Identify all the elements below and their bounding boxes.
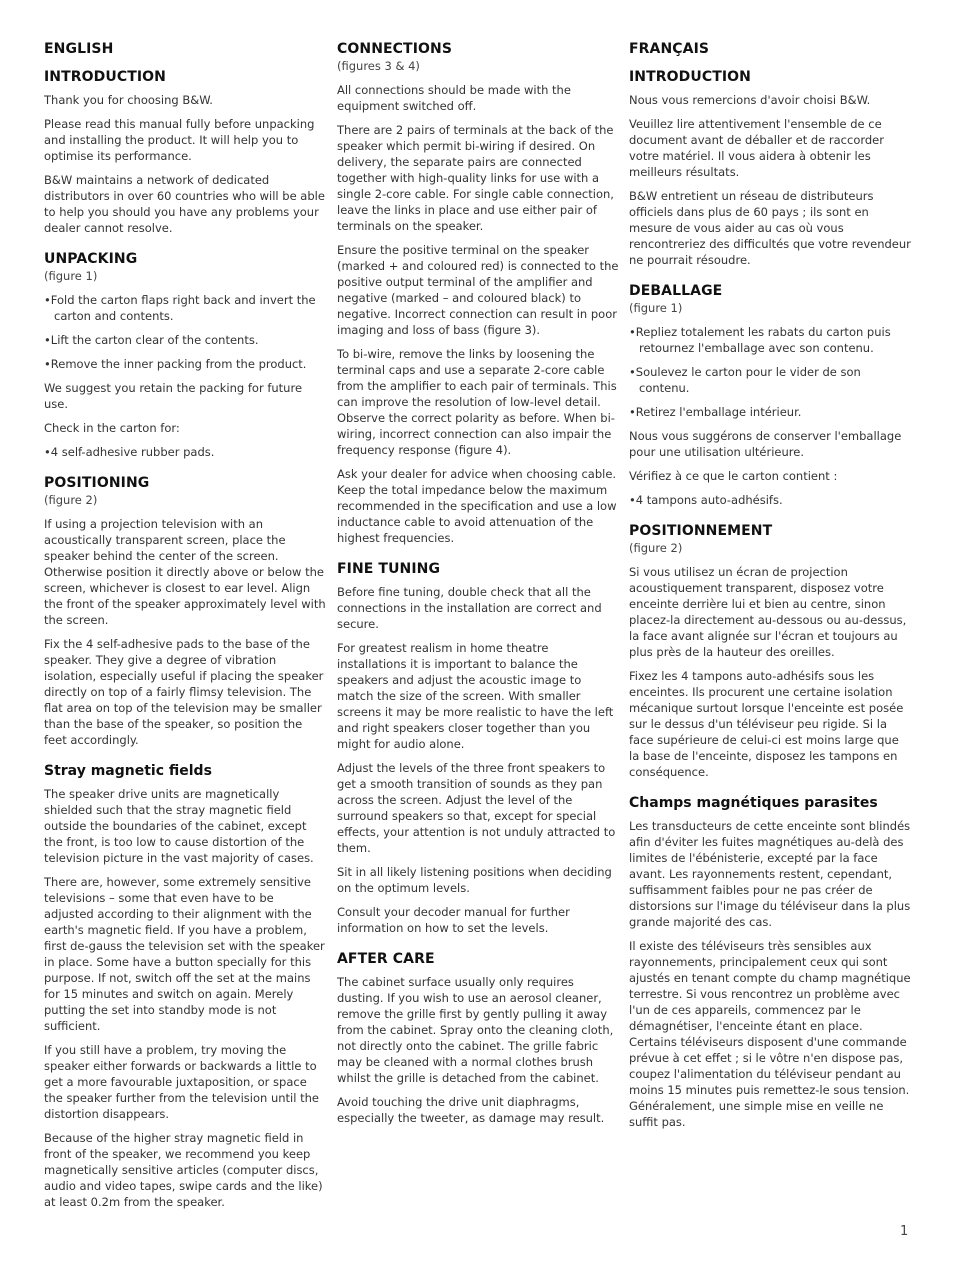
english-language-heading: ENGLISH xyxy=(44,41,114,57)
stray-paragraph-4: Because of the higher stray magnetic field in front of the speaker, we recommend you keep magnetically sensitive articles (computer discs, audio and video tapes, swipe cards and the like) at least 0.2m from the speaker. xyxy=(44,1131,323,1209)
deballage-paragraph-2: Vérifiez à ce que le carton contient : xyxy=(629,469,838,483)
english-introduction-heading: INTRODUCTION xyxy=(44,69,166,85)
english-column xyxy=(44,40,326,1218)
connections-paragraph-2: There are 2 pairs of terminals at the back of the speaker which permit bi-wiring if desired. On delivery, the separate pairs are connected together with high-quality links for use with a single 2-core cable. For single cable connection, leave the links in place and use either pair of terminals on the speaker. xyxy=(337,123,614,233)
connections-figure-ref: (figures 3 & 4) xyxy=(337,59,420,73)
fine-tuning-paragraph-1: Before fine tuning, double check that all the connections in the installation are correct and secure. xyxy=(337,585,602,631)
unpacking-bullet-4: •4 self-adhesive rubber pads. xyxy=(44,445,215,459)
champs-paragraph-2: Il existe des téléviseurs très sensibles aux rayonnements, principalement ceux qui sont ajustés en tenant compte du champ magnétique terrestre. Si vous rencontrez un problème avec l'un de ces appareils, commencez par le démagnétiser, l'enceinte étant en place. Certains téléviseurs disposent d'une commande prévue à cet effet ; si le vôtre n'en dispose pas, coupez l'alimentation du téléviseur pendant au moins 15 minutes puis remettez-le sous tension. Généralement, une simple mise en veille ne suffit pas. xyxy=(629,939,911,1129)
english-intro-paragraph-2: Please read this manual fully before unpacking and installing the product. It will help you to optimise its performance. xyxy=(44,117,315,163)
fine-tuning-heading: FINE TUNING xyxy=(337,561,441,577)
english-intro-paragraph-3: B&W maintains a network of dedicated distributors in over 60 countries who will be able to help you should you have any problems your dealer cannot resolve. xyxy=(44,173,325,235)
deballage-figure-ref: (figure 1) xyxy=(629,301,683,315)
french-intro-paragraph-2: Veuillez lire attentivement l'ensemble de ce document avant de déballer et de raccorder votre matériel. Il vous aidera à obtenir les meilleurs résultats. xyxy=(629,117,884,179)
deballage-bullet-4: •4 tampons auto-adhésifs. xyxy=(629,493,783,507)
connections-paragraph-1: All connections should be made with the equipment switched off. xyxy=(337,83,571,113)
french-column xyxy=(629,40,911,1138)
unpacking-bullet-3: •Remove the inner packing from the product. xyxy=(44,357,307,371)
french-intro-paragraph-1: Nous vous remercions d'avoir choisi B&W. xyxy=(629,93,871,107)
positionnement-figure-ref: (figure 2) xyxy=(629,541,683,555)
unpacking-figure-ref: (figure 1) xyxy=(44,269,98,283)
unpacking-heading: UNPACKING xyxy=(44,251,138,267)
champs-paragraph-1: Les transducteurs de cette enceinte sont blindés afin d'éviter les fuites magnétiques au-delà des limites de l'ébénisterie, excepté par la face avant. Les rayonnements restent, cependant, suffisamment faibles pour ne pas créer de distorsions sur l'image du téléviseur dans la plus grande majorité des cas. xyxy=(629,819,911,929)
deballage-paragraph-1: Nous vous suggérons de conserver l'emballage pour une utilisation ultérieure. xyxy=(629,429,902,459)
unpacking-bullet-1: •Fold the carton flaps right back and invert the carton and contents. xyxy=(44,293,316,323)
deballage-heading: DEBALLAGE xyxy=(629,283,723,299)
positionnement-paragraph-1: Si vous utilisez un écran de projection acoustiquement transparent, disposez votre enceinte derrière lui et bien au centre, sinon placez-la directement au-dessous ou au-dessus, la face avant alignée sur l'écran et toujours au plus près de la hauteur des oreilles. xyxy=(629,565,907,659)
after-care-paragraph-2: Avoid touching the drive unit diaphragms, especially the tweeter, as damage may result. xyxy=(337,1095,605,1125)
connections-paragraph-5: Ask your dealer for advice when choosing cable. Keep the total impedance below the maximum recommended in the specification and use a low inductance cable to avoid attenuation of the highest frequencies. xyxy=(337,467,617,545)
fine-tuning-paragraph-2: For greatest realism in home theatre installations it is important to balance the speakers and adjust the acoustic image to match the size of the screen. With smaller screens it may be more realistic to have the left and right speakers closer together than you might for audio alone. xyxy=(337,641,614,751)
french-introduction-heading: INTRODUCTION xyxy=(629,69,751,85)
positioning-figure-ref: (figure 2) xyxy=(44,493,98,507)
fine-tuning-paragraph-3: Adjust the levels of the three front speakers to get a smooth transition of sounds as they pan across the screen. Adjust the level of the surround speakers so that, except for special effects, your attention is not unduly attracted to them. xyxy=(337,761,616,855)
unpacking-bullet-2: •Lift the carton clear of the contents. xyxy=(44,333,259,347)
deballage-bullet-2: •Soulevez le carton pour le vider de son contenu. xyxy=(629,365,861,395)
connections-paragraph-3: Ensure the positive terminal on the speaker (marked + and coloured red) is connected to the positive output terminal of the amplifier and negative (marked – and coloured black) to negative. Incorrect connection can result in poor imaging and loss of bass (figure 3). xyxy=(337,243,619,337)
champs-magnetiques-heading: Champs magnétiques parasites xyxy=(629,795,878,811)
french-intro-paragraph-3: B&W entretient un réseau de distributeurs officiels dans plus de 60 pays ; ils sont en mesure de vous aider au cas où vous rencontreriez des difficultés que votre revendeur ne pourrait résoudre. xyxy=(629,189,911,267)
stray-paragraph-2: There are, however, some extremely sensitive televisions – some that even have to be adjusted according to their alignment with the earth's magnetic field. If you have a problem, first de-gauss the television set with the speaker in place. Some have a button specially for this purpose. If not, switch off the set at the mains for 15 minutes and switch on again. Merely putting the set into standby mode is not sufficient. xyxy=(44,875,325,1033)
french-language-heading: FRANÇAIS xyxy=(629,41,710,57)
unpacking-paragraph-2: Check in the carton for: xyxy=(44,421,180,435)
fine-tuning-paragraph-5: Consult your decoder manual for further information on how to set the levels. xyxy=(337,905,570,935)
fine-tuning-paragraph-4: Sit in all likely listening positions when deciding on the optimum levels. xyxy=(337,865,612,895)
deballage-bullet-1: •Repliez totalement les rabats du carton puis retournez l'emballage avec son contenu. xyxy=(629,325,891,355)
deballage-bullet-3: •Retirez l'emballage intérieur. xyxy=(629,405,802,419)
connections-heading: CONNECTIONS xyxy=(337,41,453,57)
unpacking-paragraph-1: We suggest you retain the packing for future use. xyxy=(44,381,303,411)
positioning-paragraph-2: Fix the 4 self-adhesive pads to the base of the speaker. They give a degree of vibration isolation, especially useful if placing the speaker directly on top of a fairly flimsy television. The flat area on top of the television may be smaller than the base of the speaker, so position the feet accordingly. xyxy=(44,637,324,747)
english-intro-paragraph-1: Thank you for choosing B&W. xyxy=(44,93,213,107)
stray-magnetic-heading: Stray magnetic fields xyxy=(44,763,212,779)
positioning-paragraph-1: If using a projection television with an acoustically transparent screen, place the speaker behind the center of the screen. Otherwise position it directly above or below the screen, whichever is closest to ear level. Align the front of the speaker approximately level with the screen. xyxy=(44,517,326,627)
after-care-heading: AFTER CARE xyxy=(337,951,435,967)
connections-paragraph-4: To bi-wire, remove the links by loosening the terminal caps and use a separate 2-core cable from the amplifier to each pair of terminals. This can improve the resolution of low-level detail. Observe the correct polarity as before. When bi-wiring, incorrect connection can also impair the frequency response (figure 4). xyxy=(337,347,617,457)
stray-paragraph-3: If you still have a problem, try moving the speaker either forwards or backwards a little to get a more favourable juxtaposition, or space the speaker further from the television until the distortion disappears. xyxy=(44,1043,319,1121)
after-care-paragraph-1: The cabinet surface usually only requires dusting. If you wish to use an aerosol cleaner, remove the grille first by gently pulling it away from the cabinet. Spray onto the cleaning cloth, not directly onto the cabinet. The grille fabric may be cleaned with a normal clothes brush whilst the grille is detached from the cabinet. xyxy=(337,975,614,1085)
stray-paragraph-1: The speaker drive units are magnetically shielded such that the stray magnetic field outside the boundaries of the cabinet, except the front, is too low to cause distortion of the television picture in the vast majority of cases. xyxy=(44,787,314,865)
positionnement-paragraph-2: Fixez les 4 tampons auto-adhésifs sous les enceintes. Ils procurent une certaine isolation mécanique surtout lorsque l'enceinte est posée sur le dessus d'un téléviseur peu rigide. Si la face supérieure de celui-ci est moins large que la base de l'enceinte, disposez les tampons en conséquence. xyxy=(629,669,904,779)
positioning-heading: POSITIONING xyxy=(44,475,150,491)
page-number: 1 xyxy=(900,1224,909,1239)
middle-column xyxy=(337,40,619,1134)
positionnement-heading: POSITIONNEMENT xyxy=(629,523,773,539)
